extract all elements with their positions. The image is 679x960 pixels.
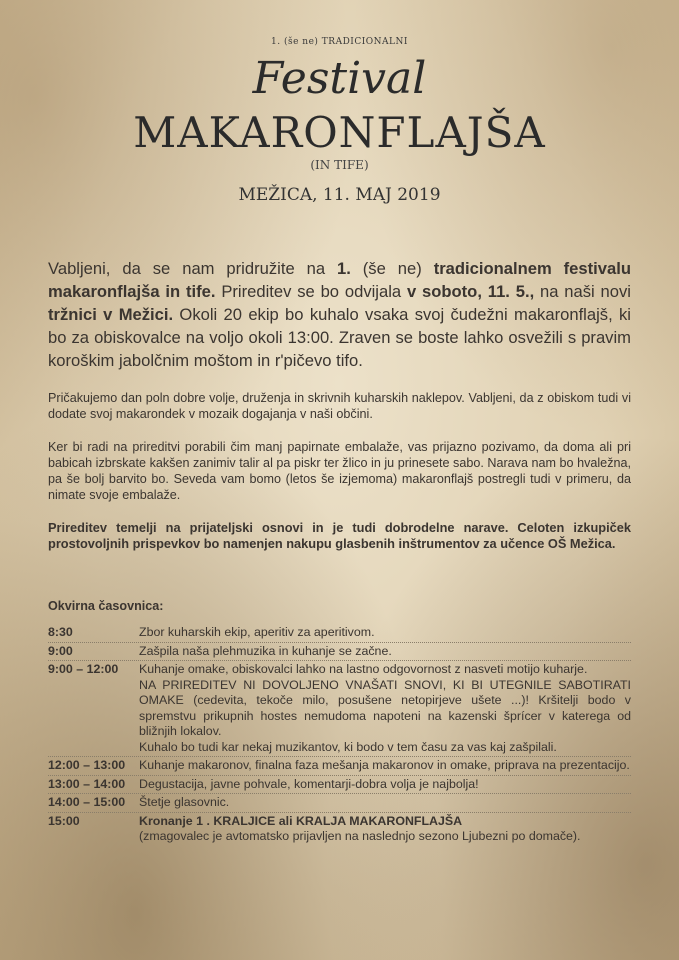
schedule-row xyxy=(48,625,631,643)
schedule-time: 9:00 xyxy=(48,643,73,658)
schedule-time: 13:00 – 14:00 xyxy=(48,776,126,791)
edition-label: 1. (še ne) TRADICIONALNI xyxy=(271,37,408,47)
schedule-desc: Kuhanje makaronov, finalna faza mešanja makaronov in omake, priprava na prezentacijo. xyxy=(139,758,630,772)
paragraph-charity: Prireditev temelji na prijateljski osnovi in je tudi dobrodelne narave. Celoten izkupiček prostovoljnih prispevkov bo namenjen nakupu glasbenih inštrumentov za učence OŠ Mežica. xyxy=(48,520,631,551)
schedule-table xyxy=(48,625,631,847)
schedule-time: 14:00 – 15:00 xyxy=(48,795,126,809)
festival-title: Festival xyxy=(252,53,427,104)
subtitle: (IN TIFE) xyxy=(310,158,369,172)
schedule-desc: Kronanje 1 . KRALJICE ali KRALJA MAKARONFLAJŠA (zmagovalec je avtomatsko prijavljen na naslednjo sezono Ljubezni po domače). xyxy=(139,813,581,843)
schedule-time: 12:00 – 13:00 xyxy=(48,758,126,772)
schedule-desc: Kuhanje omake, obiskovalci lahko na lastno odgovornost z nasveti motijo kuharje. NA PRIREDITEV NI DOVOLJENO VNAŠATI SNOVI, KI BI UTEGNILE SABOTIRATI OMAKE (cedevita, tekoče milo, posušene netopirjeve ušete ...)! Kršitelji bodo v spremstvu prikupnih hostes nemudoma napoteni na kazenski šprícer v katerega od bližnjih lokalov. Kuhalo bo tudi kar nekaj muzikantov, ki bodo v tem času za vas kaj zašpilali. xyxy=(139,662,631,754)
schedule-desc: Štetje glasovnic. xyxy=(139,795,230,809)
schedule-row xyxy=(48,795,631,813)
schedule-row xyxy=(48,814,631,846)
page-title: MAKARONFLAJŠA xyxy=(133,108,546,157)
schedule-desc: Zašpila naša plehmuzika in kuhanje se začne. xyxy=(139,643,392,658)
schedule-desc: Degustacija, javne pohvale, komentarji-dobra volja je najbolja! xyxy=(139,776,479,791)
schedule-title: Okvirna časovnica: xyxy=(48,599,164,613)
schedule-desc: Zbor kuharskih ekip, aperitiv za aperitivom. xyxy=(139,625,375,639)
schedule-row xyxy=(48,644,631,662)
paragraph-packaging: Ker bi radi na prireditvi porabili čim manj papirnate embalaže, vas prijazno pozivamo, da doma ali pri babicah izbrskate kakšen zanimiv talir al pa piskr ter žlico in ju prinesete sabo. Narava nam bo hvaležna, pa še bolj barvito bo. Seveda vam bomo (letos še izjemoma) makaronflajš postregli tudi v primeru, da nimate svoje embalaže. xyxy=(48,440,631,502)
paragraph-welcome: Pričakujemo dan poln dobre volje, druženja in skrivnih kuharskih naklepov. Vabljeni, da z obiskom tudi vi dodate svoj makarondek v mozaik dogajanja v naši občini. xyxy=(48,391,631,421)
event-date: MEŽICA, 11. MAJ 2019 xyxy=(238,185,441,205)
schedule-row xyxy=(48,777,631,795)
schedule-time: 15:00 xyxy=(48,813,80,828)
schedule-time: 8:30 xyxy=(48,625,73,639)
intro-paragraph: Vabljeni, da se nam pridružite na 1. (še ne) tradicionalnem festivalu makaronflajša in tife. Prireditev se bo odvijala v soboto, 11. 5., na naši novi tržnici v Mežici. Okoli 20 ekip bo kuhalo vsaka svoj čudežni makaronflajš, ki bo za obiskovalce na voljo okoli 13:00. Zraven se boste lahko osvežili s pravim koroškim jabolčnim moštom in r'pičevo tifo. xyxy=(48,259,631,370)
schedule-row xyxy=(48,758,631,776)
schedule-time: 9:00 – 12:00 xyxy=(48,662,119,676)
schedule-row xyxy=(48,662,631,757)
